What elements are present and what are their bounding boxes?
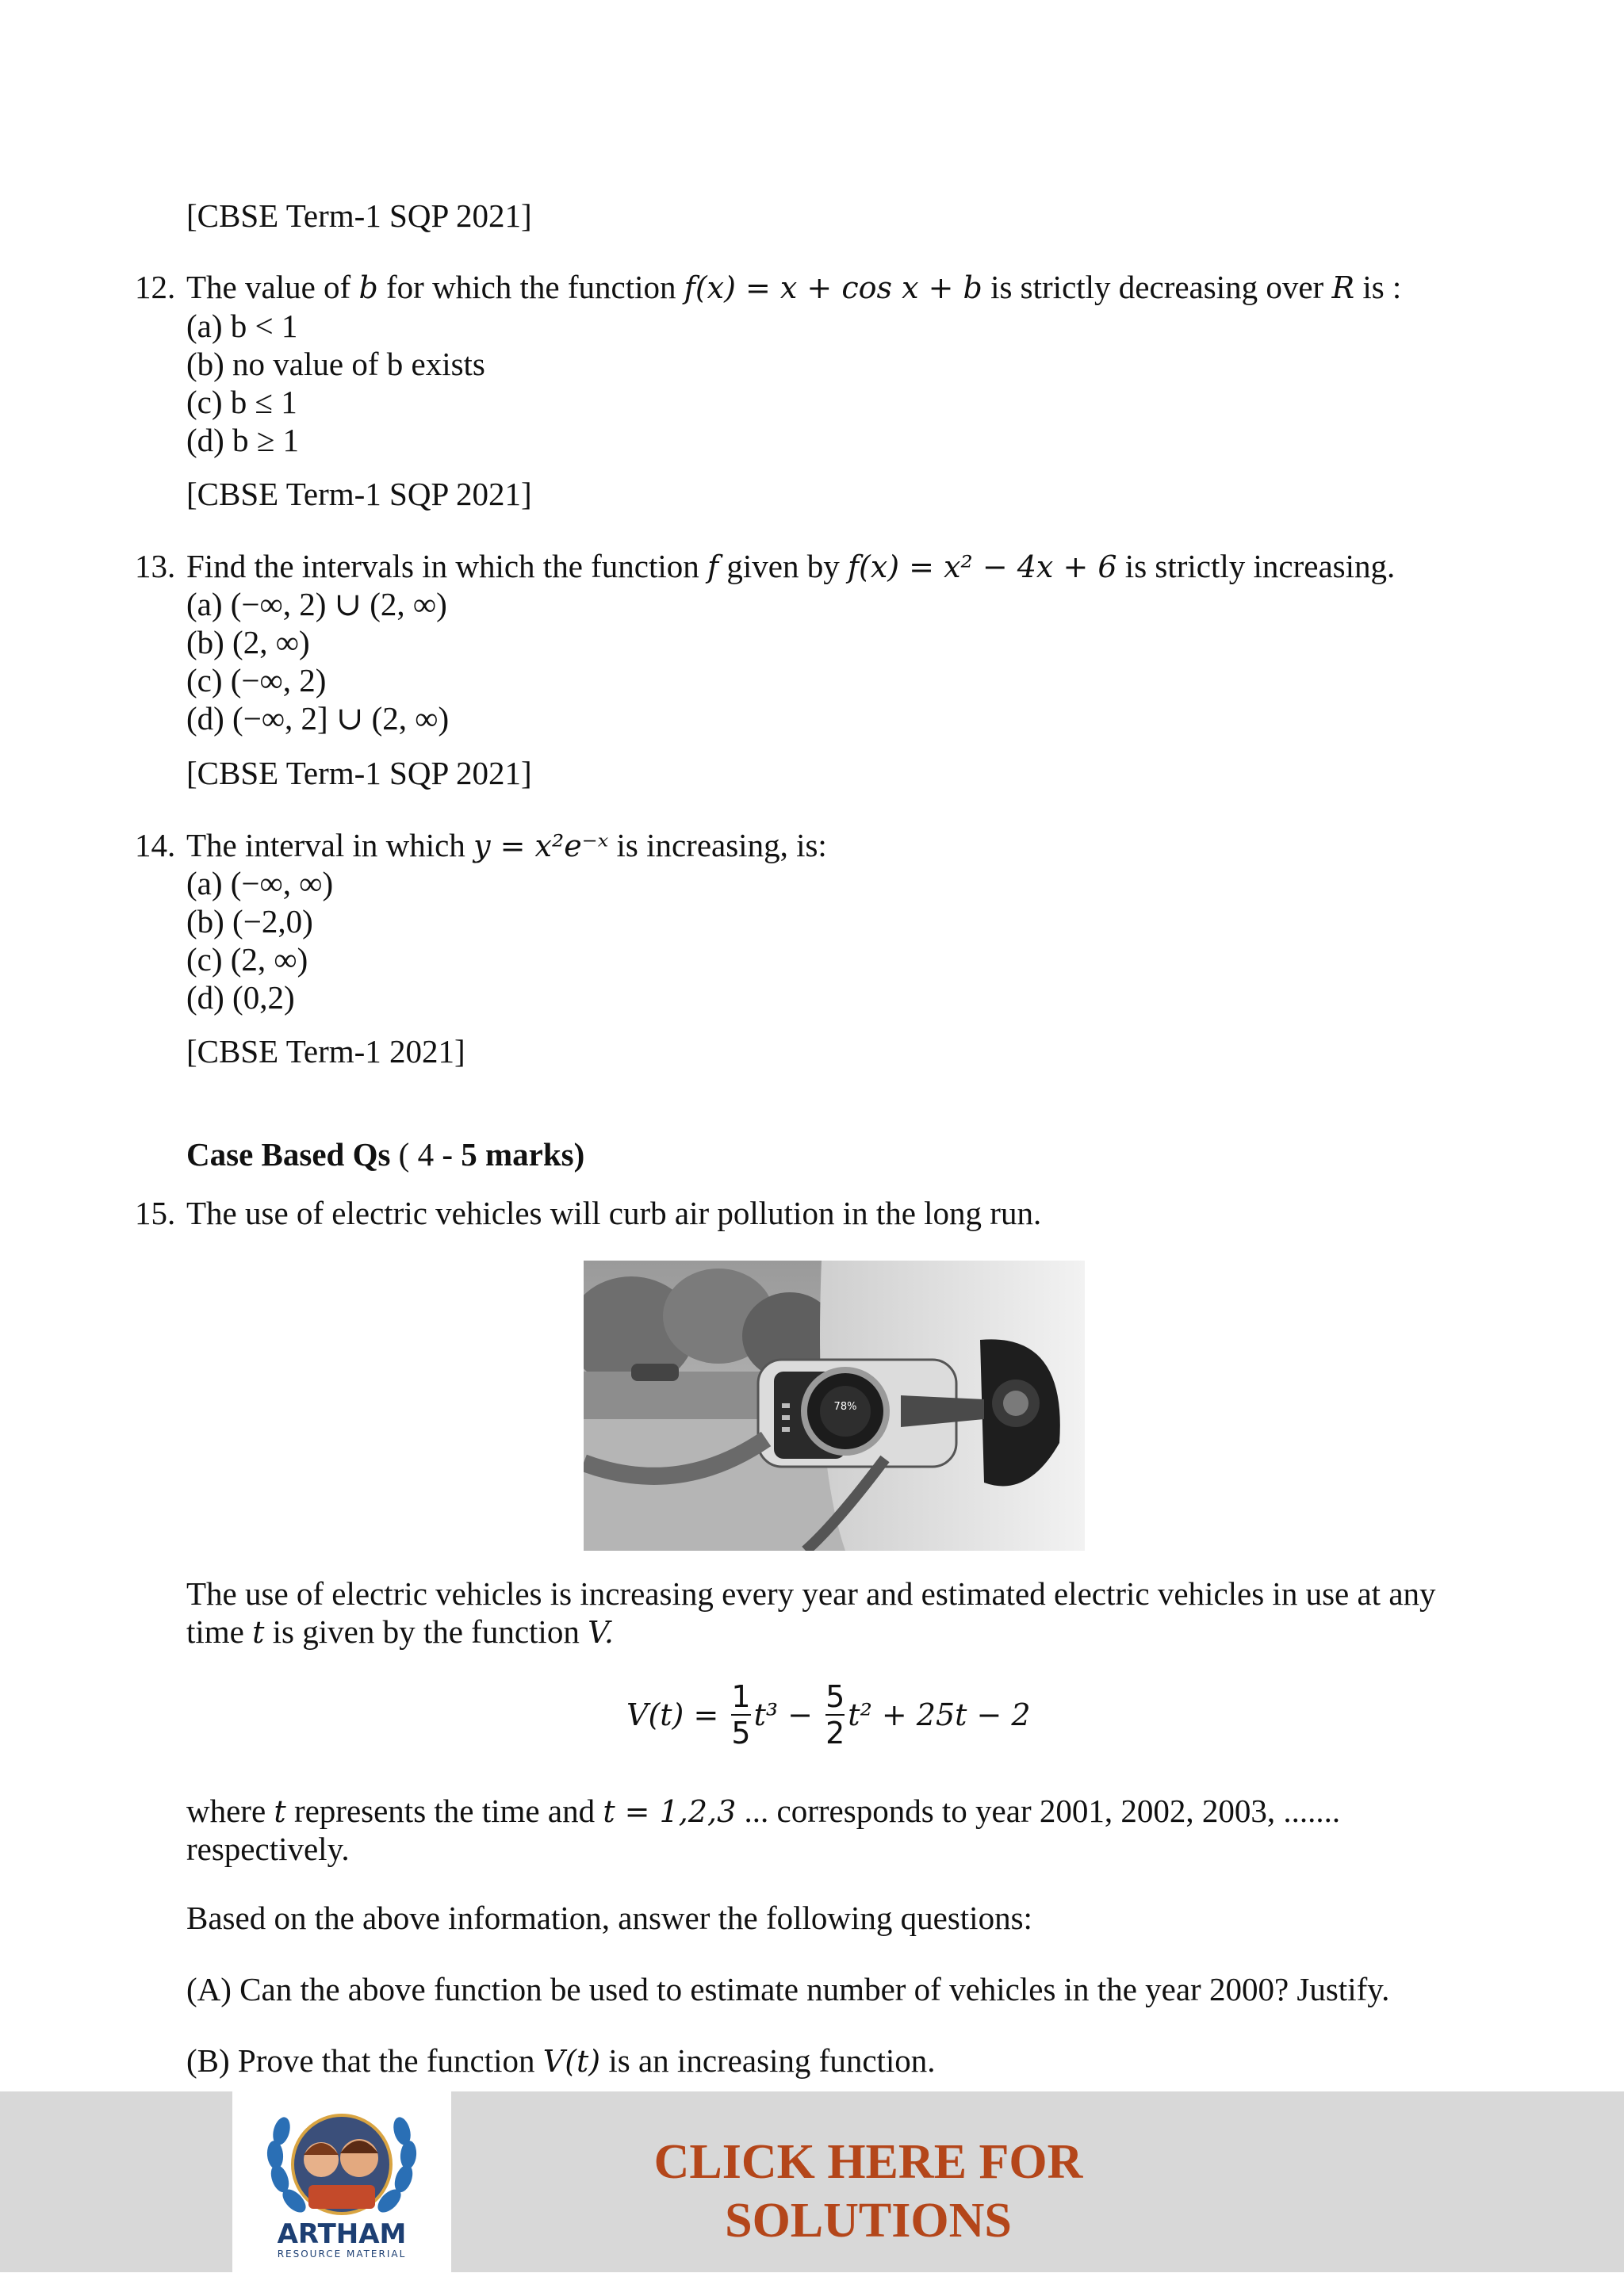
q14-option-d: (d) (0,2) (186, 979, 295, 1016)
logo-wordmark: ARTHAM (277, 2218, 407, 2250)
artham-logo (232, 2091, 451, 2272)
q15-part-a: (A) Can the above function be used to estimate number of vehicles in the year 2000? Justify. (186, 1971, 1390, 2007)
q15-para2-text-a: where (186, 1793, 266, 1829)
formula-fraction-1 (731, 1679, 750, 1751)
q12-stem-text-a: The value of (186, 269, 351, 305)
case-based-heading (186, 1135, 584, 1173)
cta-line-2[interactable]: SOLUTIONS (725, 2194, 1012, 2248)
q15-para2-text-c: ... corresponds to year 2001, 2002, 2003, ....... (744, 1793, 1341, 1829)
ev-charging-illustration (584, 1261, 1085, 1551)
q15-intro: The use of electric vehicles will curb air pollution in the long run. (186, 1195, 1042, 1231)
q12-expression: f(x) = x + cos x + b (684, 270, 982, 305)
case-heading-bold-b: - 5 marks) (442, 1136, 585, 1173)
q15-instructions: Based on the above information, answer the following questions: (186, 1900, 1032, 1936)
q14-option-c: (c) (2, ∞) (186, 941, 308, 978)
q13-var-f: f (707, 549, 719, 584)
formula-fraction-2-denominator: 2 (825, 1716, 845, 1751)
q13-option-d: (d) (−∞, 2] ∪ (2, ∞) (186, 700, 450, 737)
q15-part-b-text-a: (B) Prove that the function (186, 2042, 535, 2079)
q15-para1-var-t: t (252, 1615, 265, 1650)
q12-option-d: (d) b ≥ 1 (186, 422, 300, 458)
q13-stem-text-c: is strictly increasing. (1124, 548, 1396, 584)
q12-source-ref: [CBSE Term-1 SQP 2021] (186, 476, 532, 512)
q12-option-a: (a) b < 1 (186, 308, 298, 344)
q15-part-b-text-b: is an increasing function. (608, 2042, 936, 2079)
cta-line-1[interactable]: CLICK HERE FOR (653, 2135, 1083, 2189)
q15-para2-expression: t = 1,2,3 (603, 1794, 737, 1829)
q12-option-b: (b) no value of b exists (186, 346, 485, 382)
q14-expression: y = x²e⁻ˣ (473, 828, 609, 863)
q15-para1-var-V: V. (588, 1615, 614, 1650)
q15-para1-text-b: is given by the function (272, 1613, 580, 1650)
q15-para1-line1: The use of electric vehicles is increasing every year and estimated electric vehicles in use at any (186, 1575, 1436, 1612)
q15-number: 15. (135, 1195, 176, 1231)
q15-part-b (186, 2042, 936, 2080)
formula-lhs: V(t) = (626, 1697, 719, 1732)
formula-term-2: t² + 25t − 2 (848, 1697, 1031, 1732)
q14-stem (186, 826, 827, 865)
q15-para1-line2 (186, 1613, 614, 1651)
q12-var-R: R (1331, 270, 1355, 305)
q13-option-a: (a) (−∞, 2) ∪ (2, ∞) (186, 586, 447, 622)
q14-stem-text-b: is increasing, is: (616, 827, 827, 863)
q12-stem-text-c: is strictly decreasing over (990, 269, 1324, 305)
q14-number: 14. (135, 827, 176, 863)
formula-fraction-1-numerator: 1 (731, 1679, 751, 1714)
q15-para2-line2: respectively. (186, 1831, 350, 1867)
vehicle-function-formula (626, 1679, 1031, 1774)
q13-source-ref: [CBSE Term-1 SQP 2021] (186, 755, 532, 791)
logo-tagline: RESOURCE MATERIAL (277, 2248, 407, 2260)
q14-option-b: (b) (−2,0) (186, 903, 313, 939)
q15-para2-text-b: represents the time and (293, 1793, 596, 1829)
q15-para1-text-a: time (186, 1613, 244, 1650)
formula-fraction-2-numerator: 5 (825, 1679, 845, 1714)
q14-option-a: (a) (−∞, ∞) (186, 865, 334, 901)
case-heading-mid: ( 4 (390, 1136, 442, 1173)
solutions-banner[interactable] (0, 2091, 1624, 2272)
case-heading-bold-a: Case Based Qs (186, 1136, 391, 1173)
click-here-solutions-link[interactable] (611, 2133, 1126, 2250)
formula-term-1: t³ − (753, 1697, 814, 1732)
formula-fraction-2 (825, 1679, 845, 1751)
q13-stem-text-b: given by (726, 548, 840, 584)
ev-charging-photo (584, 1261, 1085, 1551)
q11-source-ref: [CBSE Term-1 SQP 2021] (186, 197, 532, 234)
q12-option-c: (c) b ≤ 1 (186, 384, 297, 420)
q15-part-b-expression: V(t) (542, 2044, 601, 2079)
q13-expression: f(x) = x² − 4x + 6 (847, 549, 1117, 584)
q12-number: 12. (135, 269, 176, 305)
q15-para2-var-t: t (274, 1794, 286, 1829)
q15-para2-line1 (186, 1792, 1340, 1831)
q14-source-ref: [CBSE Term-1 2021] (186, 1033, 465, 1070)
q13-stem-text-a: Find the intervals in which the function (186, 548, 699, 584)
formula-fraction-1-denominator: 5 (731, 1716, 751, 1751)
q13-number: 13. (135, 548, 176, 584)
q13-option-b: (b) (2, ∞) (186, 624, 310, 660)
q13-stem (186, 547, 1395, 586)
charger-display-text: 78% (833, 1401, 857, 1413)
q12-stem-text-d: is : (1362, 269, 1402, 305)
q12-stem-text-b: for which the function (386, 269, 676, 305)
q13-option-c: (c) (−∞, 2) (186, 662, 327, 698)
q12-stem (186, 268, 1401, 307)
q12-var-b: b (358, 270, 378, 305)
q14-stem-text-a: The interval in which (186, 827, 465, 863)
